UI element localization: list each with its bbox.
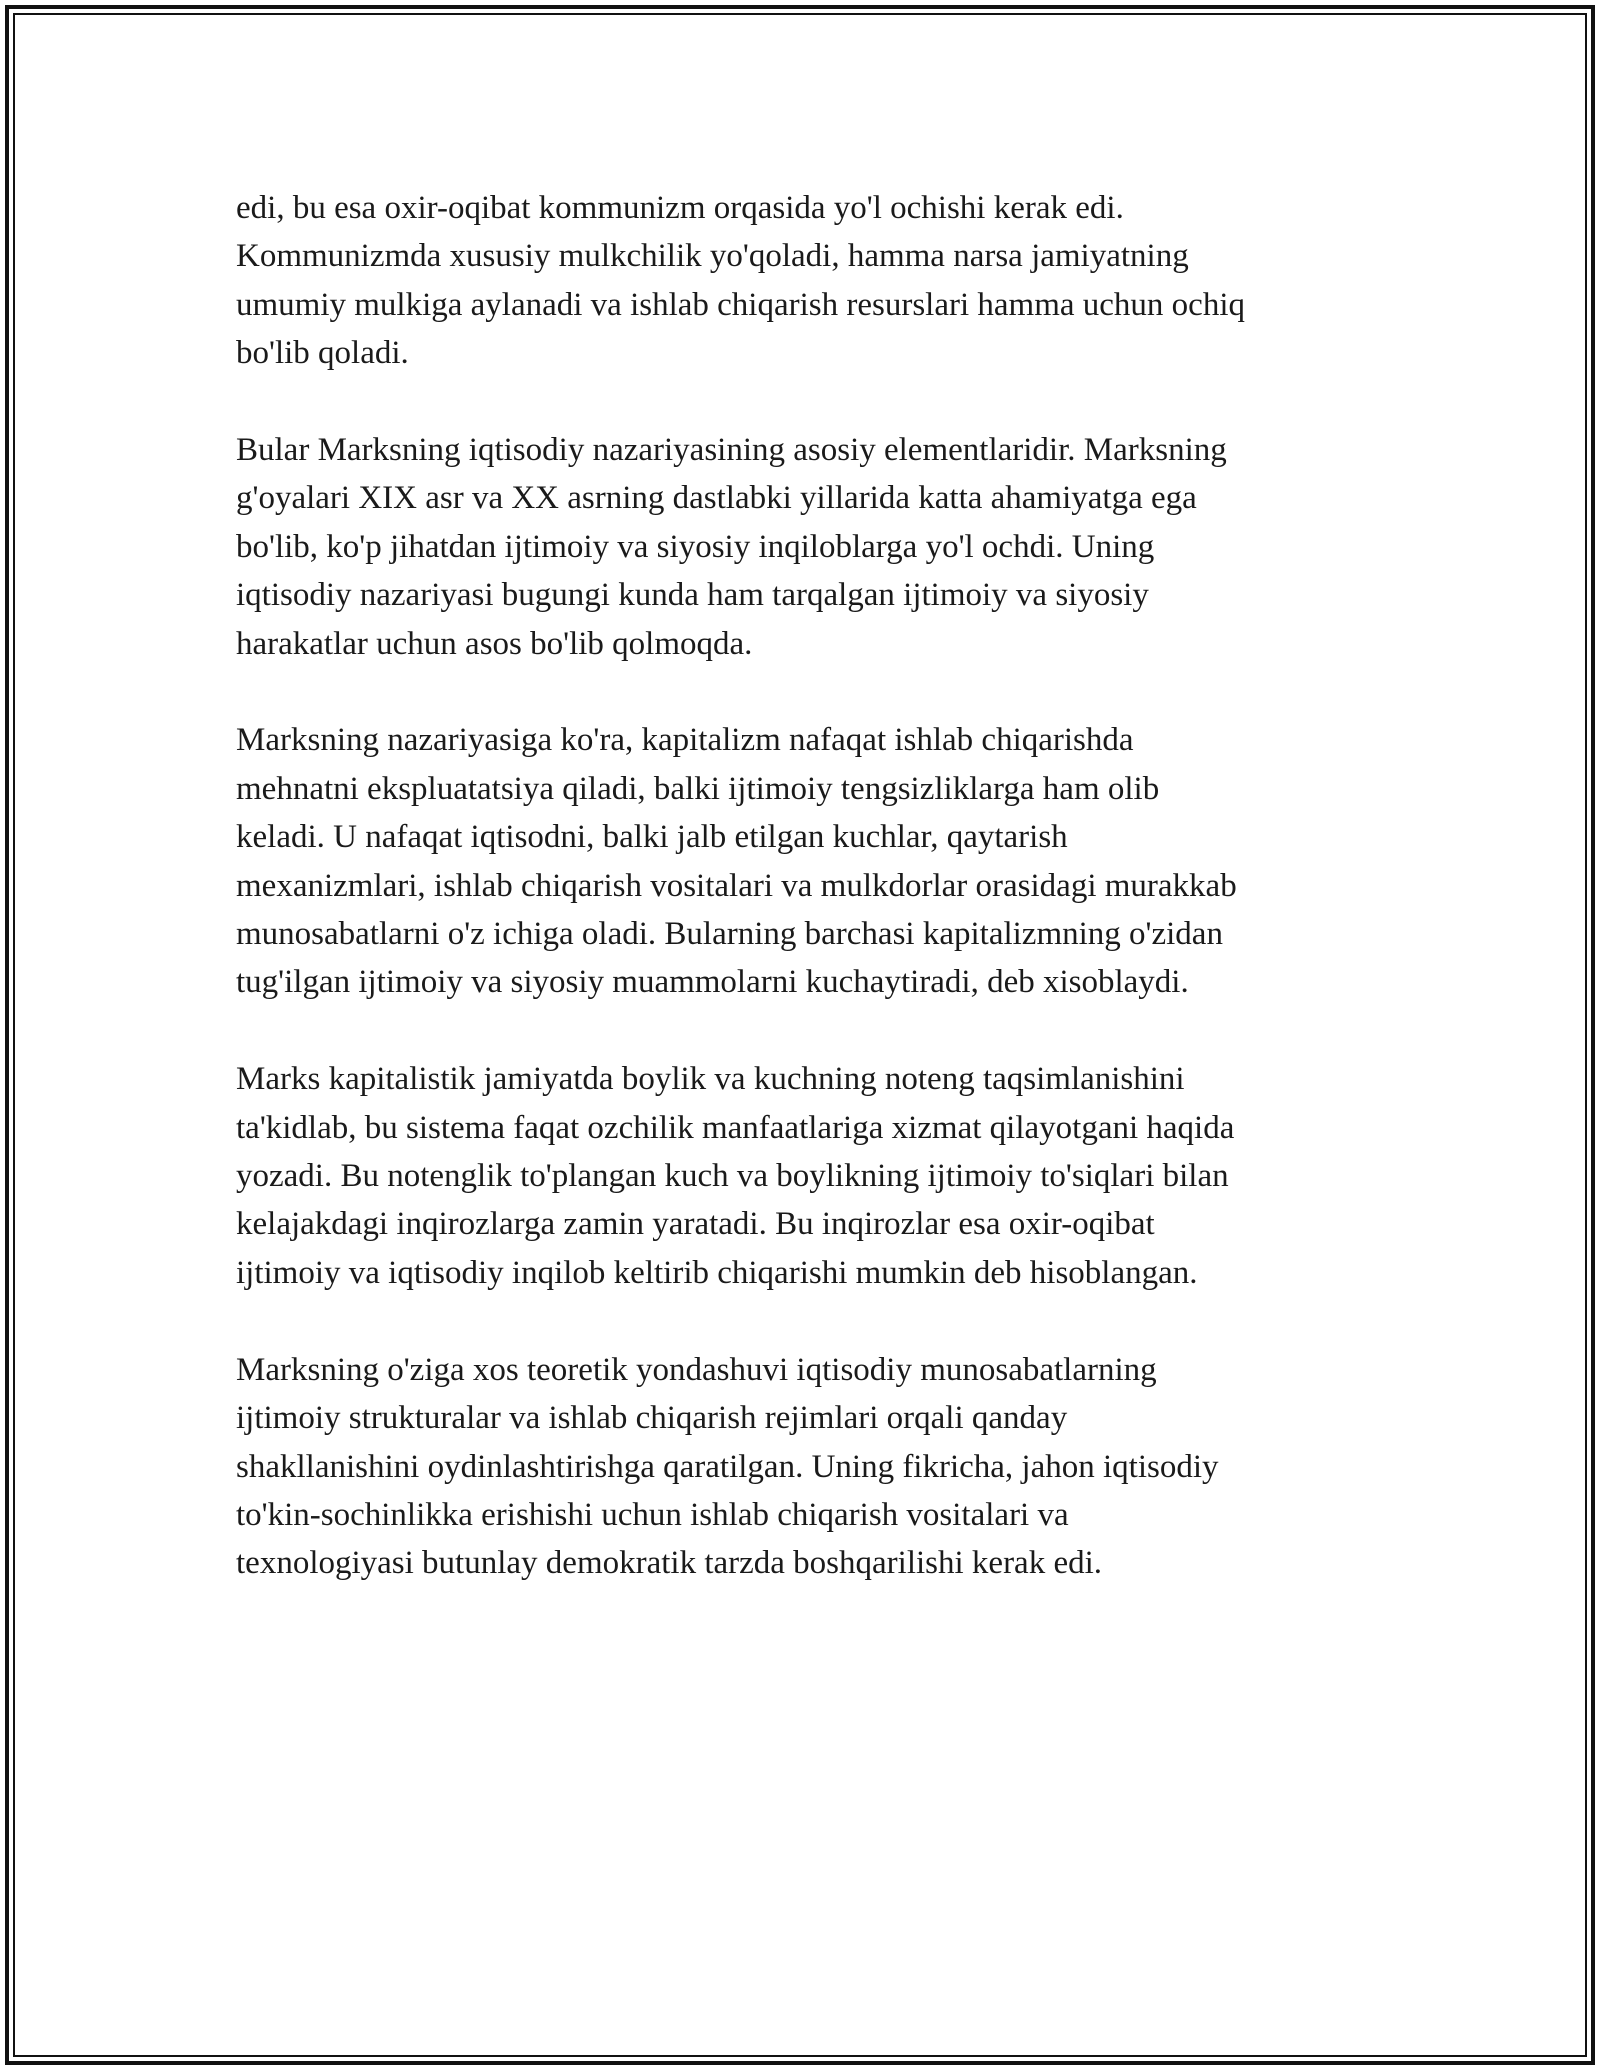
text-line: bo'lib, ko'p jihatdan ijtimoiy va siyosiy inqiloblarga yo'l ochdi. Uning	[236, 528, 1155, 565]
text-line: Marksning o'ziga xos teoretik yondashuvi iqtisodiy munosabatlarning	[236, 1351, 1157, 1388]
text-line: yozadi. Bu notenglik to'plangan kuch va boylikning ijtimoiy to'siqlari bilan	[236, 1158, 1229, 1195]
text-line: shakllanishini oydinlashtirishga qaratilgan. Uning fikricha, jahon iqtisodiy	[236, 1448, 1219, 1485]
text-line: tug'ilgan ijtimoiy va siyosiy muammolarni kuchaytiradi, deb xisoblaydi.	[236, 964, 1189, 1001]
paragraph-3	[236, 716, 1366, 1006]
text-line: mexanizmlari, ishlab chiqarish vositalari va mulkdorlar orasidagi murakkab	[236, 867, 1237, 904]
paragraph-1	[236, 184, 1366, 378]
text-line: iqtisodiy nazariyasi bugungi kunda ham tarqalgan ijtimoiy va siyosiy	[236, 577, 1149, 614]
text-line: umumiy mulkiga aylanadi va ishlab chiqarish resurslari hamma uchun ochiq	[236, 286, 1245, 323]
text-line: Bular Marksning iqtisodiy nazariyasining asosiy elementlaridir. Marksning	[236, 432, 1227, 469]
text-line: mehnatni ekspluatatsiya qiladi, balki ijtimoiy tengsizliklarga ham olib	[236, 770, 1160, 807]
text-line: Kommunizmda xususiy mulkchilik yo'qoladi, hamma narsa jamiyatning	[236, 238, 1189, 275]
paragraph-5	[236, 1346, 1366, 1588]
text-line: ijtimoiy va iqtisodiy inqilob keltirib chiqarishi mumkin deb hisoblangan.	[236, 1254, 1198, 1291]
text-line: kelajakdagi inqirozlarga zamin yaratadi. Bu inqirozlar esa oxir-oqibat	[236, 1206, 1155, 1243]
text-line: harakatlar uchun asos bo'lib qolmoqda.	[236, 625, 753, 662]
text-line: bo'lib qoladi.	[236, 335, 409, 372]
document-body	[236, 184, 1366, 1636]
text-line: to'kin-sochinlikka erishishi uchun ishlab chiqarish vositalari va	[236, 1496, 1069, 1533]
text-line: texnologiyasi butunlay demokratik tarzda boshqarilishi kerak edi.	[236, 1545, 1103, 1582]
text-line: munosabatlarni o'z ichiga oladi. Bularning barchasi kapitalizmning o'zidan	[236, 916, 1223, 953]
text-line: Marks kapitalistik jamiyatda boylik va kuchning noteng taqsimlanishini	[236, 1061, 1185, 1098]
text-line: g'oyalari XIX asr va XX asrning dastlabki yillarida katta ahamiyatga ega	[236, 480, 1197, 517]
text-line: ijtimoiy strukturalar va ishlab chiqarish rejimlari orqali qanday	[236, 1400, 1068, 1437]
text-line: Marksning nazariyasiga ko'ra, kapitalizm nafaqat ishlab chiqarishda	[236, 722, 1134, 759]
paragraph-2	[236, 426, 1366, 668]
text-line: ta'kidlab, bu sistema faqat ozchilik manfaatlariga xizmat qilayotgani haqida	[236, 1109, 1235, 1146]
text-line: edi, bu esa oxir-oqibat kommunizm orqasida yo'l ochishi kerak edi.	[236, 190, 1124, 226]
paragraph-4	[236, 1055, 1366, 1297]
text-line: keladi. U nafaqat iqtisodni, balki jalb etilgan kuchlar, qaytarish	[236, 819, 1068, 856]
